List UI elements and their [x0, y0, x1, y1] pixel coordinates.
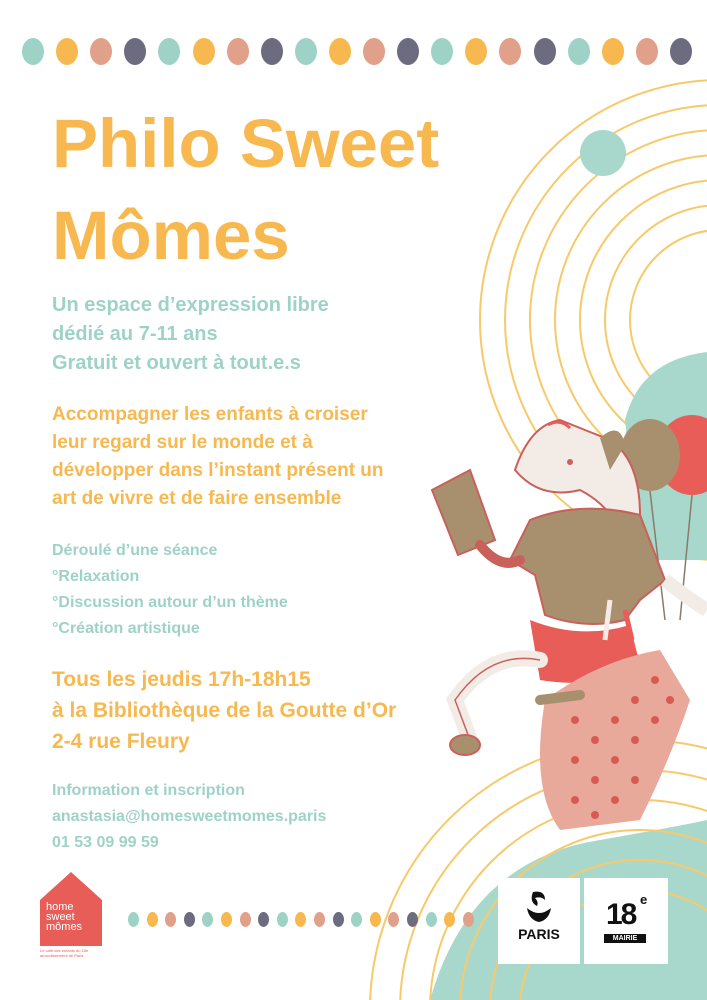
paris-label: PARIS [518, 926, 560, 942]
step-item: °Relaxation [52, 568, 140, 585]
mairie-label: MAIRIE [604, 934, 646, 943]
decorative-dot [193, 38, 215, 65]
decorative-dot [499, 38, 521, 65]
decorative-dot [670, 38, 692, 65]
mairie-number: 18 [606, 898, 636, 931]
schedule-address: 2-4 rue Fleury [52, 730, 190, 753]
decorative-dot [370, 912, 381, 927]
decorative-dot [426, 912, 437, 927]
decorative-dot [568, 38, 590, 65]
intro-line: Un espace d’expression libre [52, 294, 329, 316]
decorative-dot [314, 912, 325, 927]
schedule-time: Tous les jeudis 17h-18h15 [52, 668, 311, 691]
decorative-dot [534, 38, 556, 65]
decorative-dot [636, 38, 658, 65]
step-item: °Création artistique [52, 620, 200, 637]
contact-info [52, 778, 326, 856]
schedule-place: à la Bibliothèque de la Goutte d’Or [52, 699, 397, 722]
decorative-dot [295, 38, 317, 65]
decorative-dot-row-top [22, 38, 694, 66]
decorative-dot [397, 38, 419, 65]
decorative-dot [261, 38, 283, 65]
decorative-dot [165, 912, 176, 927]
mission-line: développer dans l’instant présent un [52, 460, 384, 481]
decorative-dot [184, 912, 195, 927]
decorative-dot [124, 38, 146, 65]
paris-logo [498, 878, 580, 964]
mission-line: Accompagner les enfants à croiser [52, 404, 368, 425]
decorative-dot [56, 38, 78, 65]
decorative-dot [295, 912, 306, 927]
decorative-dot [333, 912, 344, 927]
home-sweet-momes-logo [40, 872, 102, 962]
contact-phone[interactable]: 01 53 09 99 59 [52, 834, 159, 851]
steps-heading: Déroulé d’une séance [52, 542, 218, 559]
decorative-dot [221, 912, 232, 927]
step-item: °Discussion autour d’un thème [52, 594, 288, 611]
decorative-dot [277, 912, 288, 927]
unicorn-illustration [432, 415, 707, 830]
mission-text [52, 401, 384, 513]
mint-circle [580, 130, 626, 176]
mission-line: leur regard sur le monde et à [52, 432, 313, 453]
decorative-dot [240, 912, 251, 927]
logo-wordmark: home sweet mômes [46, 901, 83, 933]
decorative-dot [444, 912, 455, 927]
intro-line: dédié au 7-11 ans [52, 323, 218, 345]
decorative-dot [329, 38, 351, 65]
decorative-dot [407, 912, 418, 927]
mairie-18-logo [584, 878, 668, 964]
decorative-dot [431, 38, 453, 65]
schedule-info [52, 664, 396, 757]
mairie-superscript: e [640, 892, 648, 907]
decorative-dot [202, 912, 213, 927]
decorative-dot [22, 38, 44, 65]
decorative-dot [465, 38, 487, 65]
decorative-dot [602, 38, 624, 65]
decorative-dot [363, 38, 385, 65]
mission-line: art de vivre et de faire ensemble [52, 488, 342, 509]
decorative-dot [463, 912, 474, 927]
decorative-dot [227, 38, 249, 65]
logo-caption: Le café des enfants du 18e arrondissement de Paris [40, 948, 89, 958]
contact-email[interactable]: anastasia@homesweetmomes.paris [52, 808, 327, 825]
decorative-dot [147, 912, 158, 927]
decorative-dot-row-bottom [128, 912, 478, 928]
session-steps [52, 538, 288, 642]
decorative-dot [388, 912, 399, 927]
decorative-dot [258, 912, 269, 927]
page-title: Philo Sweet Mômes [52, 105, 440, 274]
paris-boat-icon [523, 888, 555, 924]
decorative-dot [90, 38, 112, 65]
intro-text [52, 291, 329, 378]
decorative-dot [128, 912, 139, 927]
decorative-dot [351, 912, 362, 927]
decorative-dot [158, 38, 180, 65]
intro-line: Gratuit et ouvert à tout.e.s [52, 352, 301, 374]
contact-heading: Information et inscription [52, 782, 245, 799]
